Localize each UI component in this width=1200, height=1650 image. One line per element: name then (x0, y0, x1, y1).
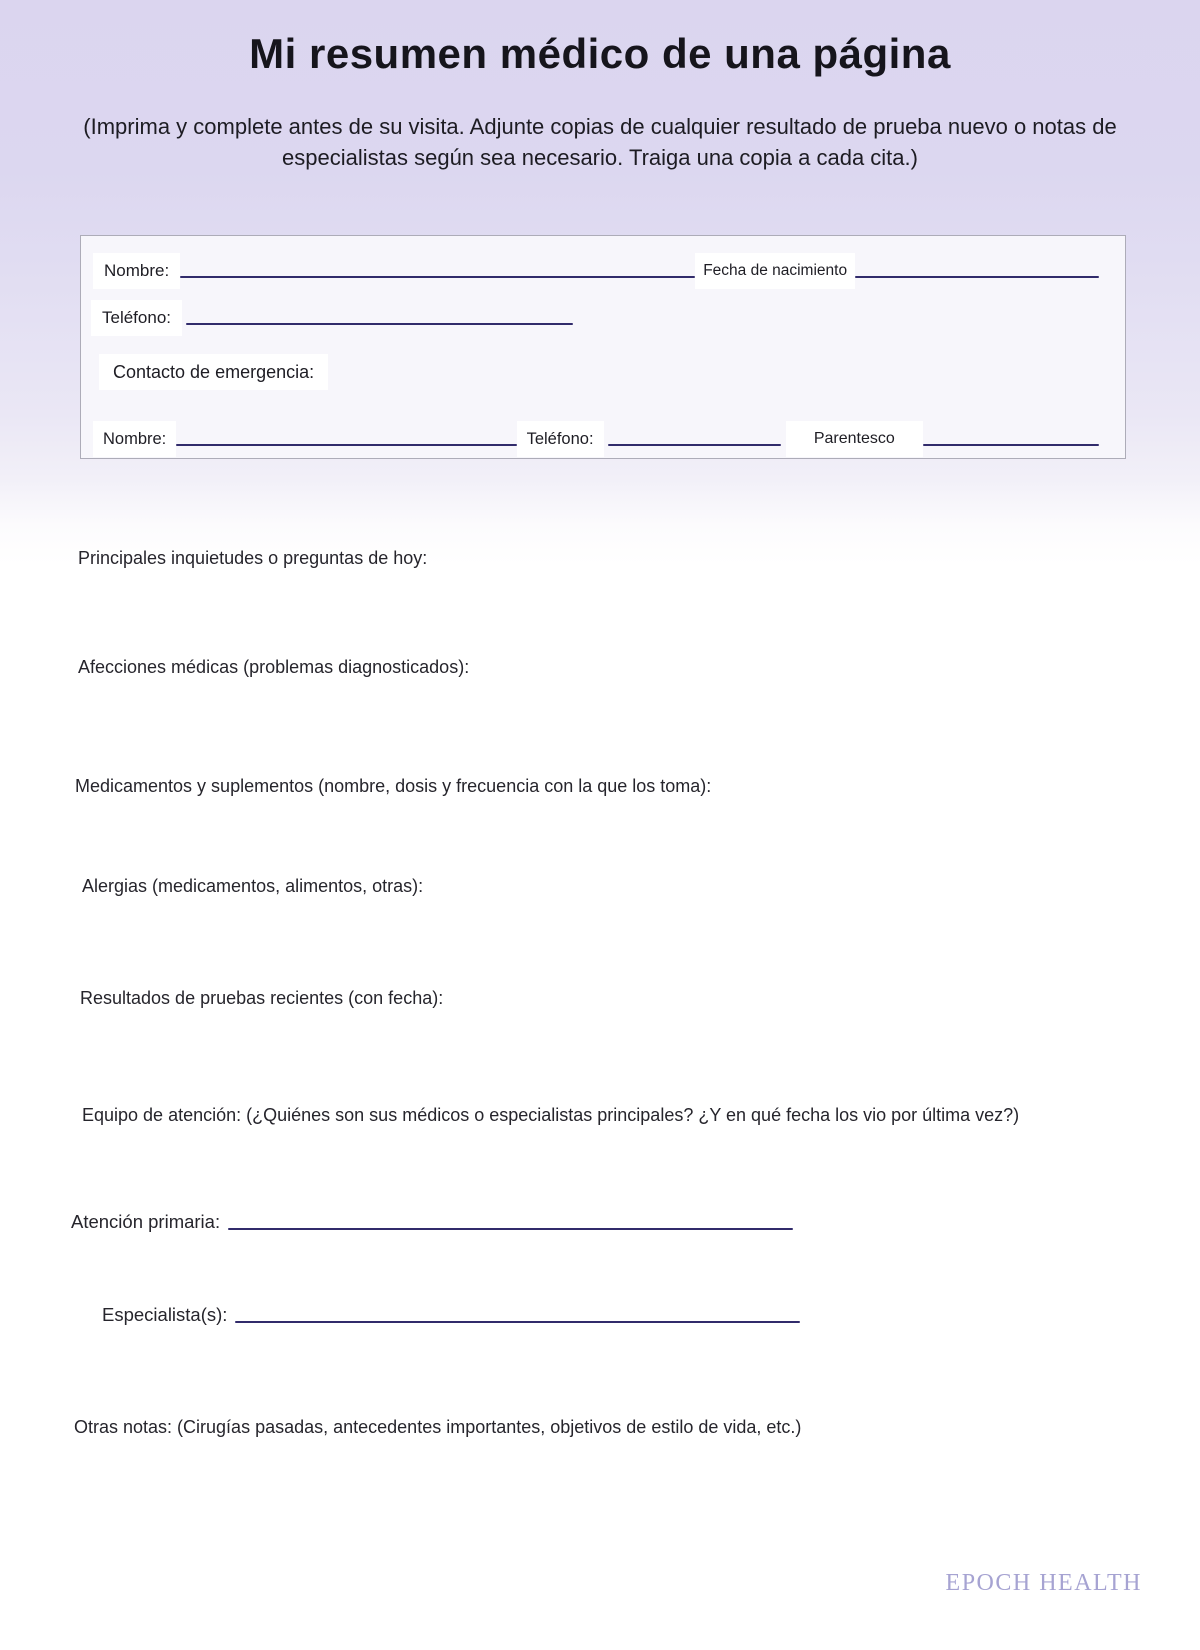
emergency-contact-heading-row (93, 352, 1099, 390)
section-primary-care-label: Atención primaria: (71, 1211, 221, 1232)
patient-name-row (93, 251, 1099, 289)
section-care-team-label: Equipo de atención: (¿Quiénes son sus médicos o especialistas principales? ¿Y en qué fecha los vio por última vez?) (82, 1105, 1020, 1125)
section-allergies (82, 875, 423, 897)
section-medications (75, 775, 711, 797)
section-main-concerns-label: Principales inquietudes o preguntas de hoy: (78, 548, 428, 568)
emergency-name-label: Nombre: (93, 421, 176, 457)
section-specialists-label: Especialista(s): (102, 1304, 228, 1325)
page-subtitle: (Imprima y complete antes de su visita. Adjunte copias de cualquier resultado de prueba nuevo o notas de especialistas según sea necesario. Traiga una copia a cada cita.) (83, 114, 1117, 170)
emergency-contact-row (93, 419, 1099, 457)
section-other-notes (74, 1416, 801, 1438)
patient-phone-fill-line (186, 323, 573, 325)
dob-fill-line (855, 276, 1099, 278)
patient-phone-label: Teléfono: (91, 300, 182, 336)
dob-label: Fecha de nacimiento (695, 253, 855, 289)
primary-care-fill-line (228, 1228, 793, 1230)
section-care-team (82, 1104, 1019, 1126)
section-primary-care (71, 1211, 793, 1233)
patient-name-fill-line (180, 276, 695, 278)
section-medications-label: Medicamentos y suplementos (nombre, dosis y frecuencia con la que los toma): (75, 776, 712, 796)
brand-logo-text: EPOCH HEALTH (945, 1570, 1142, 1596)
section-medical-conditions (78, 656, 469, 678)
emergency-contact-heading: Contacto de emergencia: (99, 354, 328, 390)
patient-phone-row (93, 298, 1099, 336)
patient-name-label: Nombre: (93, 253, 180, 289)
section-main-concerns (78, 547, 427, 569)
section-medical-conditions-label: Afecciones médicas (problemas diagnosticados): (78, 657, 470, 677)
section-other-notes-label: Otras notas: (Cirugías pasadas, antecedentes importantes, objetivos de estilo de vida, etc.) (74, 1417, 802, 1437)
emergency-phone-fill-line (608, 444, 781, 446)
contact-box (80, 235, 1126, 459)
specialists-fill-line (235, 1321, 800, 1323)
emergency-phone-label: Teléfono: (517, 421, 604, 457)
section-test-results (80, 987, 443, 1009)
relationship-fill-line (923, 444, 1099, 446)
relationship-label: Parentesco (786, 421, 923, 457)
section-specialists (102, 1304, 800, 1326)
section-test-results-label: Resultados de pruebas recientes (con fecha): (80, 988, 444, 1008)
emergency-name-fill-line (176, 444, 516, 446)
section-allergies-label: Alergias (medicamentos, alimentos, otras): (82, 876, 424, 896)
page-title: Mi resumen médico de una página (249, 30, 951, 77)
